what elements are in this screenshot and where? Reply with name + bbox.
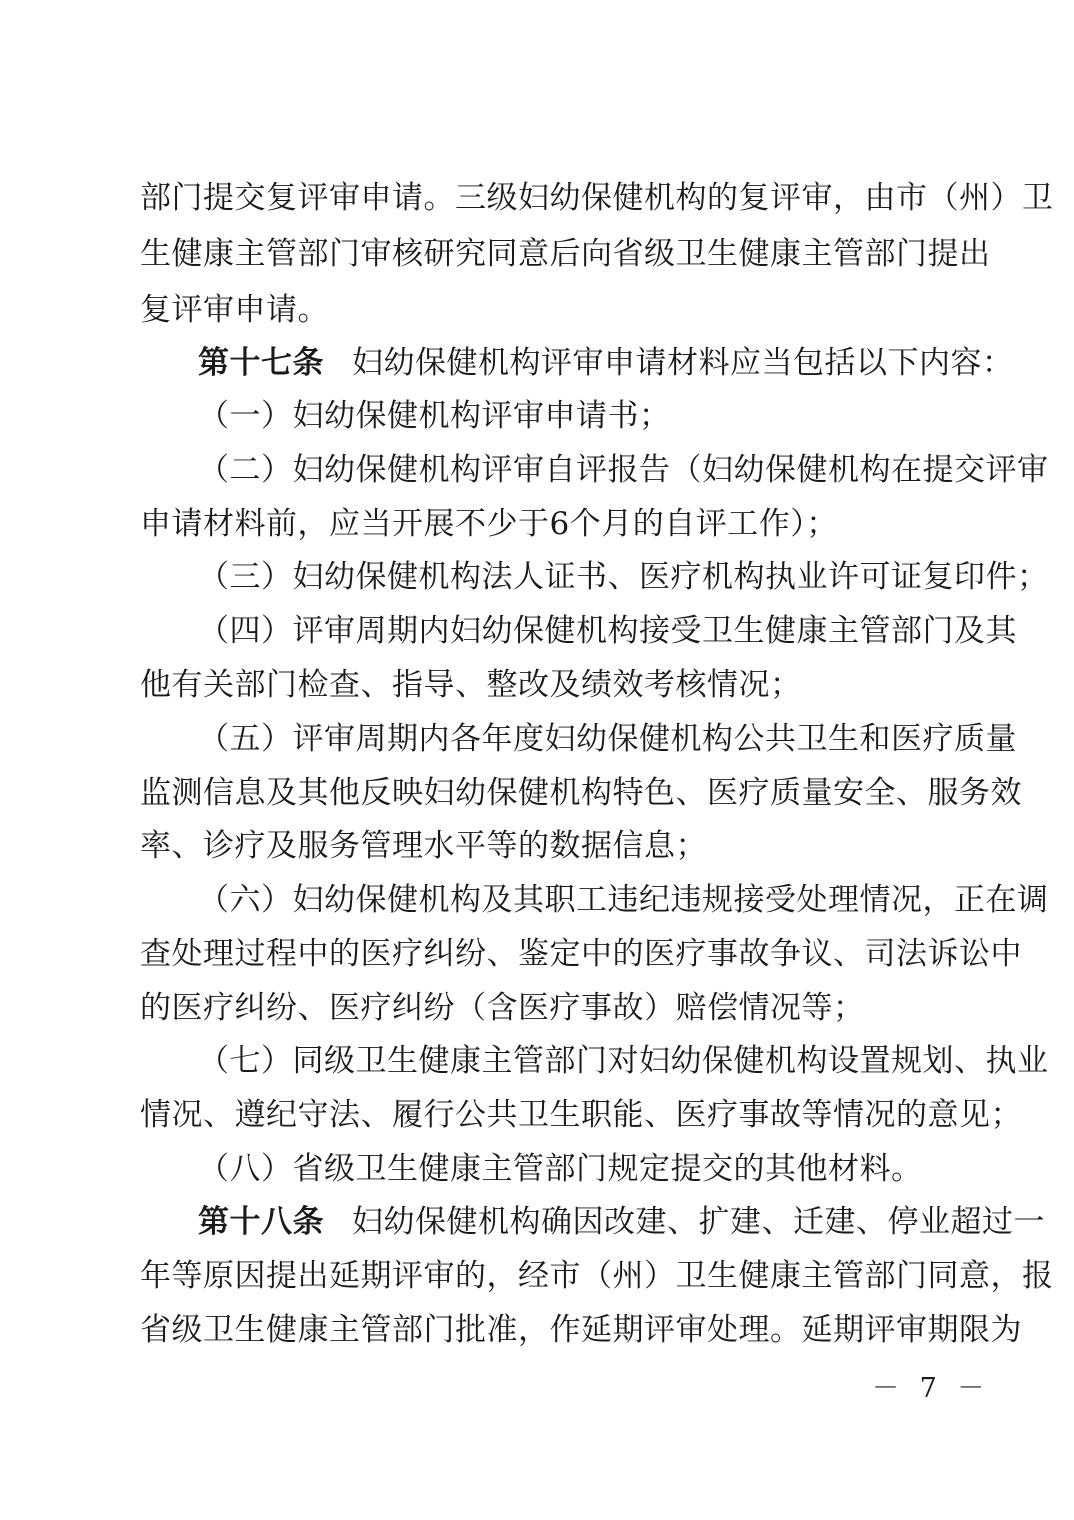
text-line: 情况、遵纪守法、履行公共卫生职能、医疗事故等情况的意见； bbox=[140, 1097, 1022, 1133]
text-line: 率、诊疗及服务管理水平等的数据信息； bbox=[140, 828, 707, 864]
article-17-heading: 第十七条 bbox=[198, 345, 324, 381]
list-item: （二）妇幼保健机构评审自评报告（妇幼保健机构在提交评审 bbox=[198, 452, 1049, 488]
text-line: 生健康主管部门审核研究同意后向省级卫生健康主管部门提出 bbox=[140, 236, 991, 272]
text-line: 他有关部门检查、指导、整改及绩效考核情况； bbox=[140, 667, 802, 703]
text-line: 省级卫生健康主管部门批准，作延期评审处理。延期评审期限为 bbox=[140, 1312, 1022, 1348]
page-number: － 7 － bbox=[872, 1373, 991, 1404]
article-18-heading: 第十八条 bbox=[198, 1204, 324, 1240]
text-line: 监测信息及其他反映妇幼保健机构特色、医疗质量安全、服务效 bbox=[140, 775, 1022, 811]
text-line: 部门提交复评审申请。三级妇幼保健机构的复评审，由市（州）卫 bbox=[140, 180, 1054, 216]
text-line: 查处理过程中的医疗纠纷、鉴定中的医疗事故争议、司法诉讼中 bbox=[140, 936, 1022, 972]
text-line: 申请材料前，应当开展不少于6个月的自评工作）； bbox=[140, 506, 838, 542]
list-item: （八）省级卫生健康主管部门规定提交的其他材料。 bbox=[198, 1151, 923, 1187]
article-18-line bbox=[198, 1202, 1045, 1242]
list-item: （三）妇幼保健机构法人证书、医疗机构执业许可证复印件； bbox=[198, 559, 1049, 595]
list-item: （七）同级卫生健康主管部门对妇幼保健机构设置规划、执业 bbox=[198, 1043, 1049, 1079]
text-line: 的医疗纠纷、医疗纠纷（含医疗事故）赔偿情况等； bbox=[140, 990, 865, 1026]
list-item: （六）妇幼保健机构及其职工违纪违规接受处理情况，正在调 bbox=[198, 882, 1049, 918]
text-line: 复评审申请。 bbox=[140, 292, 329, 328]
article-18-text: 妇幼保健机构确因改建、扩建、迁建、停业超过一 bbox=[352, 1204, 1045, 1240]
list-item: （五）评审周期内各年度妇幼保健机构公共卫生和医疗质量 bbox=[198, 721, 1017, 757]
text-line: 年等原因提出延期评审的，经市（州）卫生健康主管部门同意，报 bbox=[140, 1258, 1054, 1294]
list-item: （一）妇幼保健机构评审申请书； bbox=[198, 398, 671, 434]
article-17-line bbox=[198, 343, 1014, 383]
list-item: （四）评审周期内妇幼保健机构接受卫生健康主管部门及其 bbox=[198, 613, 1017, 649]
article-17-text: 妇幼保健机构评审申请材料应当包括以下内容： bbox=[352, 345, 1014, 381]
